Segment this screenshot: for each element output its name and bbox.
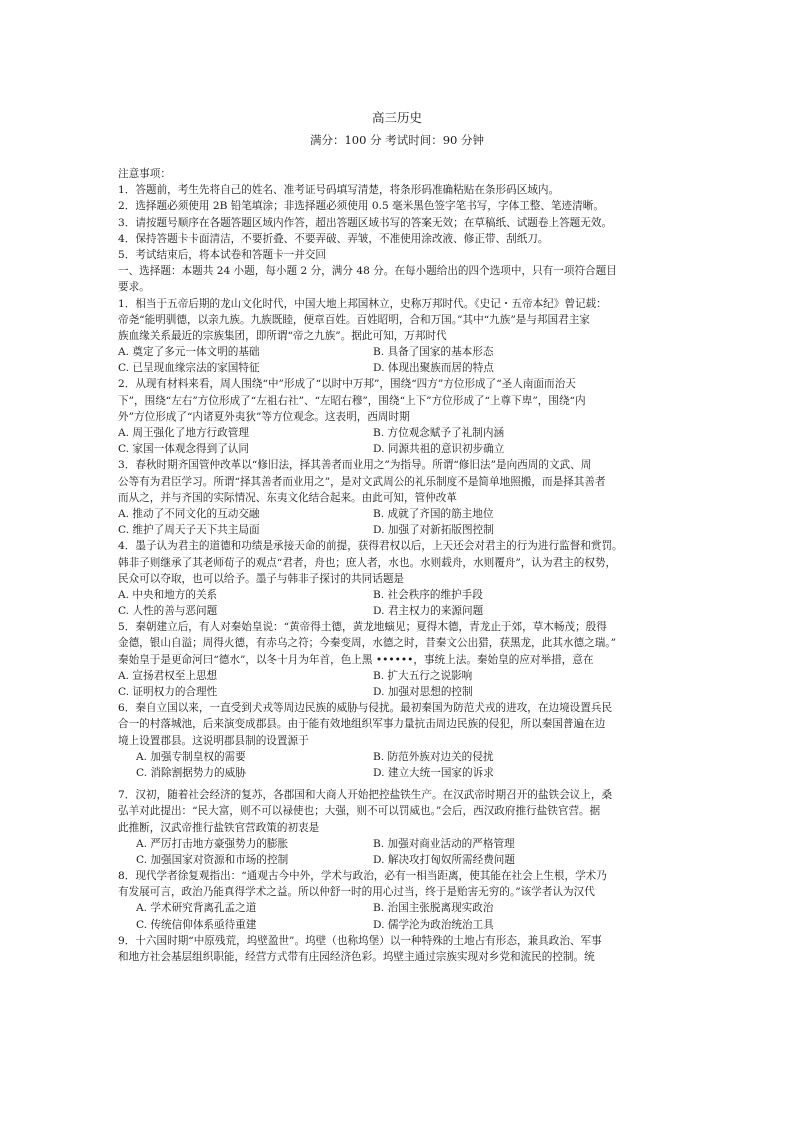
- exam-title: 高三历史: [371, 110, 422, 125]
- option-b: B. 防范外族对边关的侵扰: [373, 750, 494, 763]
- option-a: A. 中央和地方的关系: [118, 588, 218, 601]
- option-a: A. 学术研究背离孔孟之道: [136, 902, 257, 915]
- option-c: C. 人性的善与恶问题: [118, 605, 218, 618]
- note-item: 4．保持答题卡卡面清洁，不要折叠、不要弄破、弄皱，不准使用涂改液、修正带、刮纸刀。: [118, 232, 549, 245]
- question-1: [118, 296, 680, 377]
- question-3: [118, 457, 680, 538]
- option-d: D. 加强了对新拓版图控制: [373, 524, 494, 537]
- options-row: [118, 360, 680, 376]
- option-d: D. 加强对思想的控制: [373, 686, 473, 698]
- options-row: [118, 522, 680, 538]
- note-item: 3．请按题号顺序在各题答题区域内作答，超出答题区域书写的答案无效；在草稿纸、试题卷上答题无效。: [118, 216, 613, 229]
- question-stem-line: 而从之，并与齐国的实际情况、东夷文化结合起来。由此可知，管仲改革: [118, 491, 457, 504]
- option-d: D. 解决攻打匈奴所需经费问题: [373, 853, 515, 866]
- exam-content: [118, 166, 680, 965]
- question-stem-line: 8．现代学者徐复观指出：“通观古今中外，学术与政治，必有一相当距离，使其能在社会上生根，学术乃: [118, 870, 607, 883]
- note-item: 1．答题前，考生先将自己的姓名、准考证号码填写清楚，将条形码准确粘贴在条形码区域内。: [118, 184, 560, 197]
- question-6: [118, 700, 680, 781]
- question-stem-line: 帝尧“能明驯德，以亲九族。九族既睦，便章百姓。百姓昭明，合和万国。”其中“九族”是与邦国君主家: [118, 313, 590, 326]
- options-row: [118, 900, 680, 916]
- options-row: [118, 603, 680, 619]
- option-d: D. 建立大统一国家的诉求: [373, 766, 494, 779]
- question-stem-line: 下”，围绕“左右”方位形成了“左祖右社”、“左昭右穆”，围绕“上下”方位形成了“上尊下卑”，围绕“内: [118, 394, 586, 407]
- question-4: [118, 538, 680, 619]
- question-stem-line: 6．秦自立国以来，一直受到犬戎等周边民族的威胁与侵扰。最初秦国为防范犬戎的进攻，在边境设置兵民: [118, 702, 613, 715]
- question-stem-line: 民众可以夺取，也可以给予。墨子与韩非子探讨的共同话题是: [118, 572, 405, 585]
- question-stem-line: 7．汉初，随着社会经济的复苏，各郡国和大商人开始把控盐铁生产。在汉武帝时期召开的盐铁会议上，桑: [118, 789, 613, 802]
- notes-heading: 注意事项：: [118, 168, 171, 180]
- section-heading: [118, 263, 680, 295]
- option-c: C. 已呈现血缘宗法的家国特征: [118, 362, 260, 375]
- question-7: [118, 787, 680, 868]
- question-stem-line: 3．春秋时期齐国管仲改革以“修旧法，择其善者而业用之”为指导。所谓“修旧法”是向西周的文武、周: [118, 459, 592, 472]
- option-a: A. 严厉打击地方豪强势力的膨胀: [136, 837, 289, 850]
- option-b: B. 社会秩序的维护手段: [373, 588, 483, 601]
- option-c: C. 证明权力的合理性: [118, 686, 218, 698]
- question-stem-line: 4．墨子认为君主的道德和功绩是承接天命的前提，获得君权以后，上天还会对君主的行为进行监督和赏罚。: [118, 540, 623, 553]
- section-heading-line: 要求。: [118, 281, 150, 294]
- option-a: A. 加强专制皇权的需要: [136, 750, 246, 763]
- options-row: [118, 749, 680, 765]
- option-d: D. 体现出聚族而居的特点: [373, 362, 494, 375]
- question-stem-line: 弘羊对此提出：“民大富，则不可以禄使也；大强，则不可以罚威也。”会后，西汉政府推行盐铁官营。据: [118, 805, 601, 818]
- option-d: D. 君主权力的来源问题: [373, 605, 484, 618]
- options-row: [118, 506, 680, 522]
- option-a: A. 推动了不同文化的互动交融: [118, 507, 260, 520]
- question-stem-line: 5．秦朝建立后，有人对秦始皇说：“黄帝得土德，黄龙地螾见；夏得木德，青龙止于郊，草木畅茂；殷得: [118, 621, 607, 634]
- option-c: C. 加强国家对资源和市场的控制: [136, 853, 289, 866]
- options-row: [118, 668, 680, 684]
- question-stem-line: 9．十六国时期“中原残荒，坞壁盈世”。坞壁（也称坞堡）以一种特殊的土地占有形态，兼具政治、军事: [118, 934, 602, 947]
- option-c: C. 维护了周天子天下共主局面: [118, 524, 260, 537]
- option-b: B. 扩大五行之说影响: [373, 669, 473, 682]
- question-8: [118, 868, 680, 933]
- option-b: B. 成就了齐国的筋主地位: [373, 507, 494, 520]
- question-stem-line: 秦始皇于是更命河曰“德水”，以冬十月为年首，色上黑 ••••••，事统上法。秦始皇的应对举措，意在: [118, 653, 594, 666]
- question-stem-line: 境上设置郡县。这说明郡县制的设置源于: [118, 734, 309, 747]
- question-stem-line: 族血缘关系最近的宗族集团，即所谓“帝之九族”。据此可知，万邦时代: [118, 329, 447, 342]
- section-heading-line: 一、选择题：本题共 24 小题，每小题 2 分，满分 48 分。在每小题给出的四个选项中，只有一项符合题目: [118, 265, 617, 278]
- note-item: 5．考试结束后，将本试卷和答题卡一并交回: [118, 248, 327, 261]
- options-row: [118, 684, 680, 700]
- option-c: C. 传统信仰体系亟待重建: [136, 918, 257, 931]
- options-row: [118, 917, 680, 933]
- option-c: C. 家国一体观念得到了认同: [118, 443, 249, 456]
- option-c: C. 消除割据势力的威胁: [136, 766, 246, 779]
- question-9: [118, 933, 680, 965]
- options-row: [118, 852, 680, 868]
- option-b: B. 方位观念赋予了礼制内涵: [373, 427, 505, 439]
- question-stem-line: 合一的村落城池，后来演变成郡县。由于能有效地组织军事力量抗击周边民族的侵犯，所以秦国普遍在边: [118, 718, 606, 731]
- option-a: A. 周王强化了地方行政管理: [118, 427, 249, 439]
- options-row: [118, 836, 680, 852]
- question-stem-line: 2．从现有材料来看，周人围绕“中”形成了“以时中万邦”，围绕“四方”方位形成了“圣人南面而治天: [118, 378, 576, 391]
- notes-block: [118, 166, 680, 263]
- option-a: A. 奠定了多元一体文明的基础: [118, 346, 260, 359]
- question-stem-line: 1．相当于五帝后期的龙山文化时代，中国大地上邦国林立，史称万邦时代。《史记・五帝本纪》曾记载：: [118, 297, 607, 310]
- question-stem-line: 和地方社会基层组织职能，经营方式带有庄园经济色彩。坞壁主通过宗族实现对乡党和流民的控制。统: [118, 951, 595, 963]
- option-d: D. 儒学沦为政治统治工具: [373, 918, 494, 931]
- question-stem-line: 金德，银山自溢；周得火德，有赤乌之符；今秦变周，水德之时，昔秦文公出猎，获黑龙，此其水德之瑞。”: [118, 637, 617, 650]
- option-b: B. 具备了国家的基本形态: [373, 346, 494, 359]
- option-b: B. 治国主张脱离现实政治: [373, 902, 494, 915]
- options-row: [118, 344, 680, 360]
- option-d: D. 同源共祖的意识初步确立: [373, 443, 505, 456]
- option-b: B. 加强对商业活动的严格管理: [373, 837, 515, 850]
- options-row: [118, 441, 680, 457]
- question-5: [118, 619, 680, 700]
- option-a: A. 宣扬君权至上思想: [118, 669, 218, 682]
- options-row: [118, 425, 680, 441]
- question-stem-line: 公等有为君臣学习。所谓“择其善者而业用之”，是对文武周公的礼乐制度不是简单地照搬，而是择其善者: [118, 475, 606, 488]
- question-stem-line: 此推断，汉武帝推行盐铁官营政策的初衷是: [118, 821, 320, 834]
- question-2: [118, 376, 680, 457]
- question-stem-line: 有发展可言，政治乃能真得学术之益。所以仲舒一时的用心过当，终于是贻害无穷的。”该学者认为汉代: [118, 886, 595, 899]
- note-item: 2．选择题必须使用 2B 铅笔填涂；非选择题必须使用 0.5 毫米黑色签字笔书写，字体工整、笔迹清晰。: [118, 200, 604, 213]
- options-row: [118, 587, 680, 603]
- exam-subtitle: 满分：100 分 考试时间：90 分钟: [309, 133, 485, 147]
- options-row: [118, 765, 680, 781]
- question-stem-line: 韩非子则继承了其老师荀子的观点“君者，舟也；庶人者，水也。水则载舟，水则覆舟”，认为君主的权势，: [118, 556, 617, 569]
- question-stem-line: 外”方位形成了“内诸夏外夷狄”等方位观念。这表明，西周时期: [118, 410, 410, 423]
